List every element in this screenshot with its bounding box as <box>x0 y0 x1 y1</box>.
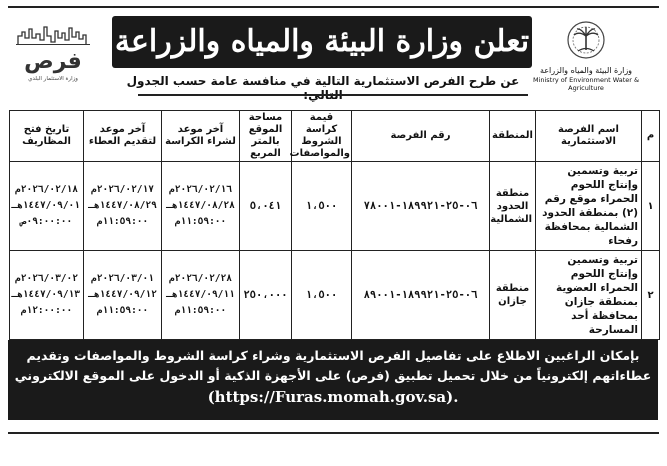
col-header-last-purchase: آخر موعد لشراء الكراسة <box>162 111 240 162</box>
ministry-name-en: Ministry of Environment Water & Agriculture <box>532 76 640 92</box>
row-region: منطقة الحدود الشمالية <box>490 162 536 251</box>
date-hijri: ١٤٤٧/٠٩/٠١هـ <box>11 200 80 211</box>
ad-header <box>8 14 658 106</box>
date-gregorian: ٢٠٢٦/٠٣/٠٢م <box>15 273 78 284</box>
furas-logo-subtitle: وزارة الاستثمار البلدي <box>28 76 78 82</box>
date-hijri: ١٤٤٧/٠٨/٢٩هـ <box>88 200 157 211</box>
table-header-row <box>10 111 660 162</box>
col-header-opportunity: اسم الفرصة الاستثمارية <box>536 111 642 162</box>
col-header-last-submission: آخر موعد لتقديم العطاء <box>84 111 162 162</box>
date-hijri: ١٤٤٧/٠٨/٢٨هـ <box>166 200 235 211</box>
website-link[interactable]: (https://Furas.momah.gov.sa). <box>207 388 459 406</box>
row-terms-price: ١،٥٠٠ <box>292 162 352 251</box>
date-gregorian: ٢٠٢٦/٠٣/٠١م <box>91 273 154 284</box>
subtitle-underline <box>138 94 528 96</box>
date-gregorian: ٢٠٢٦/٠٢/١٨م <box>15 184 78 195</box>
col-header-terms-price: قيمة كراسة الشروط والمواصفات <box>292 111 352 162</box>
table-row <box>10 162 660 251</box>
col-header-area: مساحة الموقع بالمتر المربع <box>240 111 292 162</box>
row-opening <box>10 162 84 251</box>
row-last-purchase <box>162 251 240 340</box>
col-header-idx: م <box>642 111 660 162</box>
instructions-band <box>8 340 658 420</box>
row-opportunity-no: ٠٦-٢٥-١٨٩٩٢١-٨٩٠٠١ <box>352 251 490 340</box>
time: ١١:٥٩:٠٠م <box>96 216 149 227</box>
ministry-logo <box>516 20 656 104</box>
ad-title: تعلن وزارة البيئة والمياه والزراعة <box>112 16 532 68</box>
col-header-opening: تاريخ فتح المظاريف <box>10 111 84 162</box>
furas-logo <box>12 24 94 102</box>
time: ٠٩:٠٠:٠٠ص <box>20 216 73 227</box>
top-rule <box>8 6 659 8</box>
ministry-name-ar: وزارة البيئة والمياه والزراعة <box>539 66 633 75</box>
row-region: منطقة جازان <box>490 251 536 340</box>
date-gregorian: ٢٠٢٦/٠٢/١٦م <box>169 184 232 195</box>
row-opportunity-no: ٠٦-٢٥-١٨٩٩٢١-٧٨٠٠١ <box>352 162 490 251</box>
row-opening <box>10 251 84 340</box>
col-header-opportunity-no: رقم الفرصة <box>352 111 490 162</box>
opportunities-table <box>9 110 660 340</box>
row-idx: ٢ <box>642 251 660 340</box>
ad-subtitle: عن طرح الفرص الاستثمارية التالية في منافسة عامة حسب الجدول <box>126 74 520 88</box>
row-idx: ١ <box>642 162 660 251</box>
date-gregorian: ٢٠٢٦/٠٢/١٧م <box>91 184 154 195</box>
date-hijri: ١٤٤٧/٠٩/١١هـ <box>166 289 235 300</box>
time: ١٢:٠٠:٠٠م <box>20 305 73 316</box>
col-header-region: المنطقة <box>490 111 536 162</box>
skyline-icon <box>16 24 90 46</box>
row-opportunity: تربية وتسمين وإنتاج اللحوم الحمراء موقع رقم (٢) بمنطقة الحدود الشمالية بمحافظة رفحاء <box>536 162 642 251</box>
row-last-purchase <box>162 162 240 251</box>
row-last-submission <box>84 162 162 251</box>
bottom-rule <box>8 432 659 434</box>
row-area: ٢٥٠،٠٠٠ <box>240 251 292 340</box>
row-opportunity: تربية وتسمين وإنتاج اللحوم الحمراء العضوية بمنطقة جازان بمحافظة أحد المسارحة <box>536 251 642 340</box>
date-gregorian: ٢٠٢٦/٠٢/٢٨م <box>169 273 232 284</box>
furas-logo-word: فرص <box>24 49 82 74</box>
row-terms-price: ١،٥٠٠ <box>292 251 352 340</box>
table-row <box>10 251 660 340</box>
time: ١١:٥٩:٠٠م <box>174 216 227 227</box>
date-hijri: ١٤٤٧/٠٩/١٢هـ <box>88 289 157 300</box>
row-area: ٥،٠٤١ <box>240 162 292 251</box>
row-last-submission <box>84 251 162 340</box>
time: ١١:٥٩:٠٠م <box>174 305 227 316</box>
date-hijri: ١٤٤٧/٠٩/١٣هـ <box>11 289 80 300</box>
instructions-line-1: بإمكان الراغبين الاطلاع على تفاصيل الفرص الاستثمارية وشراء كراسة الشروط والمواصفات وتقديم <box>26 348 640 363</box>
time: ١١:٥٩:٠٠م <box>96 305 149 316</box>
instructions-line-2: عطاءاتهم إلكترونياً من خلال تحميل تطبيق (فرص) على الأجهزة الذكية أو الدخول على الموقع الالكتروني <box>14 368 652 383</box>
palm-emblem-icon <box>566 20 606 60</box>
